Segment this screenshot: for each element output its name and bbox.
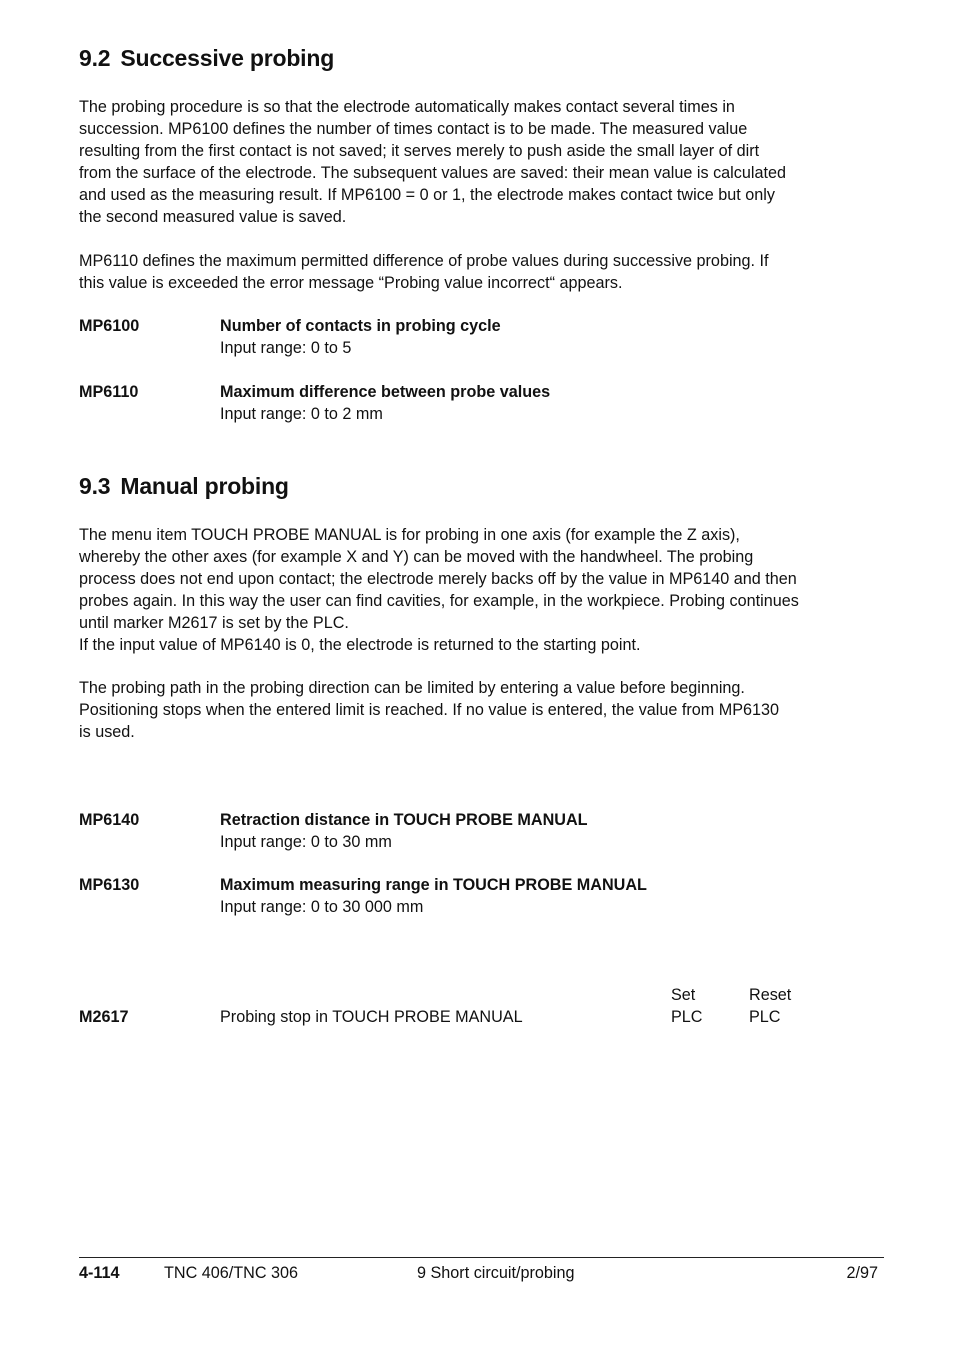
section-heading-9-2 bbox=[79, 44, 334, 72]
footer-model: TNC 406/TNC 306 bbox=[164, 1264, 299, 1282]
param-range: Input range: 0 to 2 mm bbox=[220, 405, 383, 423]
marker-reset-value: PLC bbox=[749, 1008, 781, 1026]
param-title: Maximum measuring range in TOUCH PROBE MANUAL bbox=[220, 876, 647, 894]
param-title: Maximum difference between probe values bbox=[220, 383, 551, 401]
paragraph-9-2-intro: The probing procedure is so that the electrode automatically makes contact several times in succession. MP6100 defines the number of times contact is to be made. The measured value resulting from the first contact is not saved; it serves merely to push aside the small layer of dirt from the surface of the electrode. The subsequent values are saved: their mean value is calculated and used as the measuring result. If MP6100 = 0 or 1, the electrode makes contact twice but only the second measured value is saved. bbox=[79, 98, 786, 226]
footer-page-number: 4-114 bbox=[79, 1264, 120, 1282]
param-range: Input range: 0 to 5 bbox=[220, 339, 352, 357]
section-title: Successive probing bbox=[120, 45, 335, 71]
marker-set-value: PLC bbox=[671, 1008, 703, 1026]
param-code: MP6110 bbox=[79, 383, 139, 401]
param-title: Number of contacts in probing cycle bbox=[220, 317, 501, 335]
reset-column-header: Reset bbox=[749, 986, 792, 1004]
section-number: 9.2 bbox=[79, 45, 111, 71]
paragraph-9-3-path: The probing path in the probing direction can be limited by entering a value before beginning. Positioning stops when the entered limit is reached. If no value is entered, the value from MP6130 is used. bbox=[79, 679, 780, 741]
footer-chapter: 9 Short circuit/probing bbox=[417, 1264, 575, 1282]
set-column-header: Set bbox=[671, 986, 696, 1004]
section-title: Manual probing bbox=[120, 473, 289, 499]
param-code: MP6100 bbox=[79, 317, 140, 335]
marker-code: M2617 bbox=[79, 1008, 129, 1026]
param-code: MP6140 bbox=[79, 811, 140, 829]
paragraph-9-2-mp6110: MP6110 defines the maximum permitted difference of probe values during successive probing. If this value is exceeded the error message “Probing value incorrect“ appears. bbox=[79, 252, 769, 292]
section-number: 9.3 bbox=[79, 473, 111, 499]
param-range: Input range: 0 to 30 mm bbox=[220, 833, 392, 851]
paragraph-9-3-intro: The menu item TOUCH PROBE MANUAL is for probing in one axis (for example the Z axis), whereby the other axes (for example X and Y) can be moved with the handwheel. The probing process does not end upon contact; the electrode merely backs off by the value in MP6140 and then probes again. In this way the user can find cavities, for example, in the workpiece. Probing continues until marker M2617 is set by the PLC. If the input value of MP6140 is 0, the electrode is returned to the starting point. bbox=[79, 526, 799, 654]
marker-description: Probing stop in TOUCH PROBE MANUAL bbox=[220, 1008, 523, 1026]
footer-date: 2/97 bbox=[846, 1264, 878, 1282]
footer-divider bbox=[79, 1257, 884, 1258]
param-title: Retraction distance in TOUCH PROBE MANUAL bbox=[220, 811, 588, 829]
param-range: Input range: 0 to 30 000 mm bbox=[220, 898, 424, 916]
param-code: MP6130 bbox=[79, 876, 140, 894]
section-heading-9-3 bbox=[79, 472, 289, 500]
